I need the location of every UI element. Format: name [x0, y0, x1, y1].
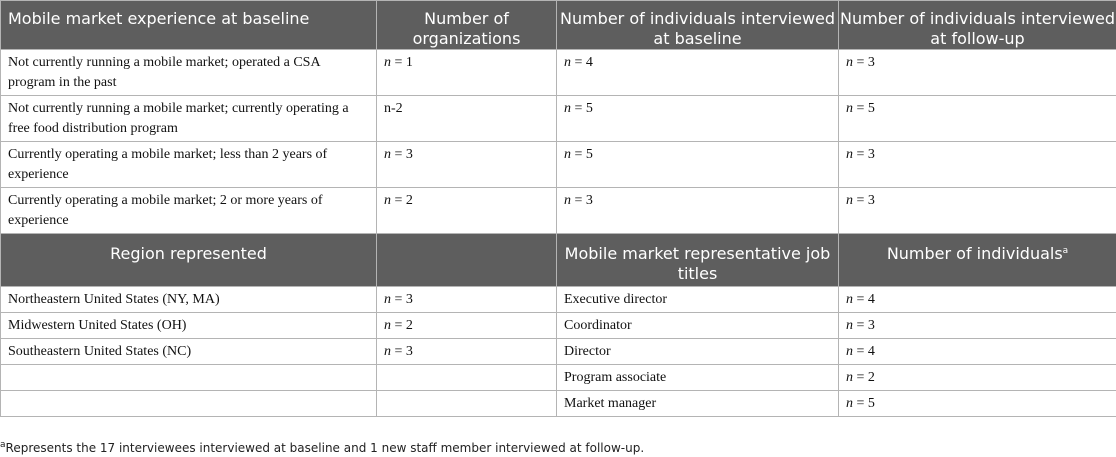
- baseline-count: n = 3: [557, 188, 839, 234]
- header-individuals: Number of individuals$^a$: [839, 234, 1116, 287]
- individuals-count: n = 3: [839, 313, 1116, 339]
- header-experience: Mobile market experience at baseline: [1, 1, 377, 50]
- header-region: Region represented: [1, 234, 377, 287]
- job-title: Director: [557, 339, 839, 365]
- region-label: [1, 365, 377, 391]
- table-row: [1, 365, 1116, 391]
- followup-count: n = 3: [839, 142, 1116, 188]
- table-row: [1, 50, 1116, 96]
- table-row: [1, 391, 1116, 417]
- table-row: [1, 287, 1116, 313]
- followup-count: n = 5: [839, 96, 1116, 142]
- table-row: [1, 188, 1116, 234]
- experience-label: Not currently running a mobile market; operated a CSA program in the past: [1, 50, 377, 96]
- footnote-marker: a: [1062, 246, 1069, 256]
- region-count: [377, 365, 557, 391]
- job-title: Executive director: [557, 287, 839, 313]
- organizations-count: n = 3: [377, 142, 557, 188]
- experience-label: Not currently running a mobile market; currently operating a free food distribution program: [1, 96, 377, 142]
- header-organizations: Number of organizations: [377, 1, 557, 50]
- table-row: [1, 142, 1116, 188]
- experience-label: Currently operating a mobile market; 2 or more years of experience: [1, 188, 377, 234]
- region-count: [377, 391, 557, 417]
- region-label: Southeastern United States (NC): [1, 339, 377, 365]
- footnote-marker: a: [0, 440, 6, 450]
- region-label: Northeastern United States (NY, MA): [1, 287, 377, 313]
- n-symbol: n: [384, 55, 391, 70]
- region-label: Midwestern United States (OH): [1, 313, 377, 339]
- baseline-count: n = 5: [557, 142, 839, 188]
- individuals-count: n = 4: [839, 287, 1116, 313]
- followup-count: n = 3: [839, 50, 1116, 96]
- table-row: [1, 313, 1116, 339]
- region-count: n = 3: [377, 287, 557, 313]
- job-title: Coordinator: [557, 313, 839, 339]
- footnote-text: Represents the 17 interviewees interviewed at baseline and 1 new staff member interviewed at follow-up.: [5, 441, 645, 455]
- baseline-count: n = 4: [557, 50, 839, 96]
- baseline-count: n = 5: [557, 96, 839, 142]
- header-row-experience: [1, 1, 1116, 50]
- region-count: n = 2: [377, 313, 557, 339]
- individuals-count: n = 2: [839, 365, 1116, 391]
- header-region-count: [377, 234, 557, 287]
- header-baseline: Number of individuals interviewed at baseline: [557, 1, 839, 50]
- followup-count: n = 3: [839, 188, 1116, 234]
- individuals-count: n = 4: [839, 339, 1116, 365]
- table-row: [1, 339, 1116, 365]
- header-row-region: [1, 234, 1116, 287]
- table-footnote: [0, 440, 644, 456]
- experience-label: Currently operating a mobile market; less than 2 years of experience: [1, 142, 377, 188]
- individuals-count: n = 5: [839, 391, 1116, 417]
- job-title: Market manager: [557, 391, 839, 417]
- region-count: n = 3: [377, 339, 557, 365]
- organizations-count: n = 1: [377, 50, 557, 96]
- header-job-titles: Mobile market representative job titles: [557, 234, 839, 287]
- organizations-count: n = 2: [377, 188, 557, 234]
- organizations-count: n-2: [377, 96, 557, 142]
- region-label: [1, 391, 377, 417]
- job-title: Program associate: [557, 365, 839, 391]
- header-followup: Number of individuals interviewed at follow-up: [839, 1, 1116, 50]
- table-row: [1, 96, 1116, 142]
